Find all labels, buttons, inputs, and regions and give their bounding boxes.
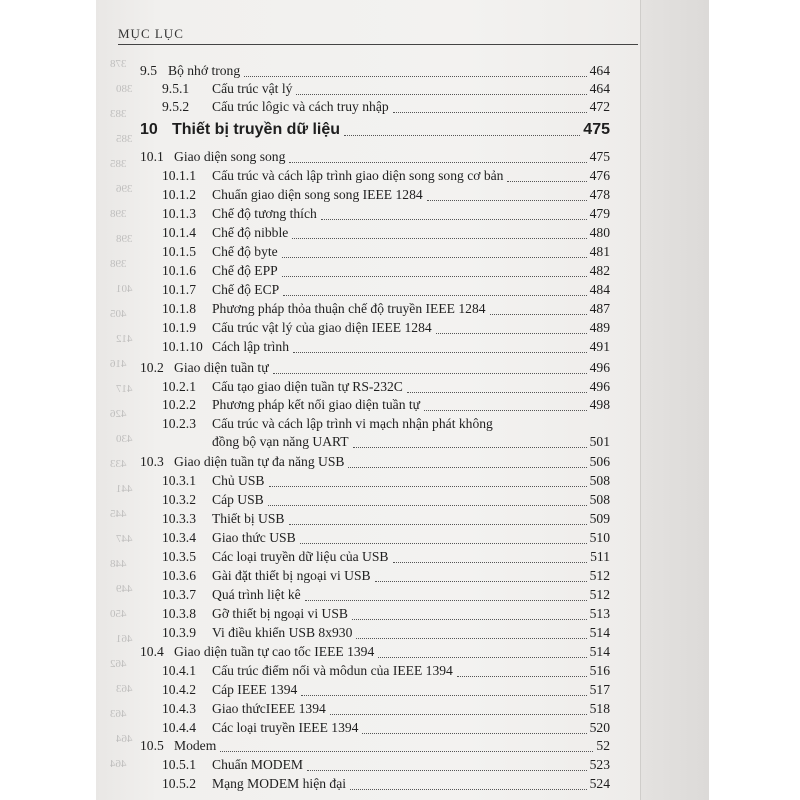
toc-entry [0,662,800,680]
toc-entry [0,148,800,166]
toc-entry-title: Giao diện tuần tự [174,360,269,375]
bleed-through-number: 464 [110,758,127,770]
toc-entry-title: Thiết bị USB [212,511,285,526]
toc-entry-page-number: 506 [589,454,610,469]
toc-entry [0,605,800,623]
bleed-through-number: 462 [110,658,127,670]
toc-entry-title: Modem [174,738,217,753]
bleed-through-number: 398 [110,208,127,220]
toc-entry [0,453,800,471]
toc-entry-number: 10.1.10 [162,339,203,354]
toc-entry-number: 10.1.1 [162,168,196,183]
toc-entry-title: Bộ nhớ trong [168,63,241,78]
toc-entry-number: 10.1.5 [162,244,196,259]
toc-leader-dots [282,257,587,258]
toc-entry [0,415,800,433]
header-rule [118,44,638,45]
toc-entry-title: Cấu trúc và cách lập trình giao diện song song cơ bản [212,168,504,183]
toc-leader-dots [301,695,586,696]
toc-entry-title: Phương pháp kết nối giao diện tuần tự [212,397,421,412]
toc-entry [0,624,800,642]
toc-entry [0,737,800,755]
toc-leader-dots [292,238,586,239]
toc-entry-number: 10.2.3 [162,416,196,431]
toc-entry-title: Chế độ EPP [212,263,278,278]
toc-entry-page-number: 496 [589,379,610,394]
toc-entry-page-number: 484 [589,282,610,297]
bleed-through-number: 396 [116,183,133,195]
toc-entry [0,510,800,528]
toc-leader-dots [457,676,587,677]
toc-entry-page-number: 481 [589,244,610,259]
toc-entry [0,681,800,699]
toc-entry-title: Giao diện tuần tự đa năng USB [174,454,345,469]
toc-entry [0,300,800,318]
toc-entry-number: 10.4.4 [162,720,196,735]
toc-entry-page-number: 520 [589,720,610,735]
toc-entry-page-number: 52 [596,738,610,753]
toc-entry-number: 10.3.7 [162,587,196,602]
toc-entry [0,433,800,451]
toc-entry [0,281,800,299]
toc-entry-number: 10.4.1 [162,663,196,678]
toc-entry-page-number: 498 [589,397,610,412]
toc-entry-number: 10.4.3 [162,701,196,716]
bleed-through-number: 426 [110,408,127,420]
toc-entry-page-number: 480 [589,225,610,240]
toc-entry-number: 10.5.2 [162,776,196,791]
toc-entry [0,472,800,490]
toc-leader-dots [269,486,587,487]
toc-leader-dots [424,410,587,411]
toc-entry [0,548,800,566]
toc-entry-page-number: 487 [589,301,610,316]
toc-entry-number: 10.2 [140,360,164,375]
bleed-through-number: 385 [116,133,133,145]
toc-entry-number: 10.3.1 [162,473,196,488]
bleed-through-number: 383 [110,108,127,120]
toc-entry-title: Giao diện tuần tự cao tốc IEEE 1394 [174,644,375,659]
toc-entry-title: Thiết bị truyền dữ liệu [172,121,341,138]
toc-leader-dots [344,135,580,136]
toc-entry-title: Chuẩn giao diện song song IEEE 1284 [212,187,423,202]
bleed-through-number: 441 [116,483,133,495]
toc-leader-dots [348,467,586,468]
toc-entry-page-number: 476 [589,168,610,183]
toc-leader-dots [244,76,586,77]
toc-entry-title: Các loại truyền dữ liệu của USB [212,549,389,564]
toc-entry [0,338,800,356]
toc-entry-page-number: 464 [589,63,610,78]
bleed-through-number: 445 [110,508,127,520]
toc-entry-page-number: 472 [589,99,610,114]
toc-leader-dots [362,733,586,734]
bleed-through-number: 412 [116,333,133,345]
toc-entry [0,775,800,793]
toc-entry [0,396,800,414]
bleed-through-number: 447 [116,533,133,545]
toc-chapter-entry [0,121,800,139]
toc-entry-number: 10.1.2 [162,187,196,202]
toc-entry-number: 10.1.8 [162,301,196,316]
toc-entry [0,98,800,116]
toc-leader-dots [375,581,587,582]
toc-entry-title: Quá trình liệt kê [212,587,301,602]
toc-entry-number: 10.1.9 [162,320,196,335]
toc-entry-title: Chế độ byte [212,244,278,259]
toc-entry-number: 10.5.1 [162,757,196,772]
toc-entry-page-number: 512 [589,568,610,583]
toc-entry-title: Gỡ thiết bị ngoại vi USB [212,606,348,621]
toc-entry [0,719,800,737]
toc-entry-title: Cách lập trình [212,339,290,354]
toc-leader-dots [268,505,587,506]
bleed-through-number: 401 [116,283,133,295]
toc-entry-page-number: 517 [589,682,610,697]
toc-entry [0,643,800,661]
toc-entry [0,700,800,718]
toc-leader-dots [296,94,586,95]
toc-entry [0,378,800,396]
toc-leader-dots [436,333,587,334]
toc-entry-number: 10.3.2 [162,492,196,507]
toc-entry-title: Cấu trúc và cách lập trình vi mạch nhận phát không [212,416,493,431]
toc-entry-page-number: 508 [589,473,610,488]
toc-entry-page-number: 523 [589,757,610,772]
toc-leader-dots [507,181,586,182]
toc-leader-dots [289,162,586,163]
bleed-through-number: 463 [116,683,133,695]
toc-entry-number: 10.3 [140,454,164,469]
toc-entry-page-number: 510 [589,530,610,545]
bleed-through-number: 450 [110,608,127,620]
toc-entry-title: Cáp IEEE 1394 [212,682,298,697]
toc-entry [0,224,800,242]
toc-entry-page-number: 489 [589,320,610,335]
bleed-through-number: 464 [116,733,133,745]
toc-entry-title: Giao thức USB [212,530,296,545]
toc-entry [0,319,800,337]
toc-entry-number: 10.4.2 [162,682,196,697]
toc-entry-page-number: 496 [589,360,610,375]
toc-leader-dots [352,619,587,620]
toc-entry-number: 10.1.6 [162,263,196,278]
toc-leader-dots [305,600,587,601]
toc-entry-page-number: 508 [589,492,610,507]
bleed-through-number: 378 [110,58,127,70]
toc-entry-number: 10.5 [140,738,164,753]
toc-entry-title: Các loại truyền IEEE 1394 [212,720,359,735]
toc-entry-page-number: 514 [589,644,610,659]
toc-entry-title: Cấu trúc vật lý [212,81,293,96]
toc-entry-page-number: 482 [589,263,610,278]
bleed-through-number: 385 [110,158,127,170]
bleed-through-number: 398 [116,233,133,245]
bleed-through-number: 430 [116,433,133,445]
page-header-title: MỤC LỤC [118,26,184,41]
toc-entry-number: 9.5.2 [162,99,190,114]
toc-leader-dots [393,562,588,563]
bleed-through-number: 448 [110,558,127,570]
toc-entry-title: Cấu trúc vật lý của giao diện IEEE 1284 [212,320,432,335]
toc-leader-dots [378,657,586,658]
toc-entry-number: 10.2.1 [162,379,196,394]
toc-entry-number: 10.1.4 [162,225,196,240]
toc-entry-number: 9.5 [140,63,157,78]
toc-entry-number: 10.3.5 [162,549,196,564]
toc-entry-title: Phương pháp thỏa thuận chế độ truyền IEEE 1284 [212,301,486,316]
toc-leader-dots [282,276,587,277]
toc-leader-dots [353,447,587,448]
toc-leader-dots [220,751,593,752]
toc-entry-title: Chế độ nibble [212,225,289,240]
toc-entry-number: 9.5.1 [162,81,190,96]
toc-entry [0,167,800,185]
toc-entry-title: Cấu trúc lôgic và cách truy nhập [212,99,389,114]
toc-entry-number: 10.3.3 [162,511,196,526]
toc-entry-page-number: 516 [589,663,610,678]
toc-entry-number: 10.1.7 [162,282,196,297]
toc-entry-number: 10 [140,121,158,138]
toc-leader-dots [330,714,587,715]
toc-entry-page-number: 512 [589,587,610,602]
toc-entry [0,756,800,774]
toc-entry [0,205,800,223]
toc-entry-page-number: 475 [583,121,610,138]
toc-leader-dots [321,219,587,220]
toc-entry-number: 10.1 [140,149,164,164]
bleed-through-number: 416 [110,358,127,370]
bleed-through-number: 461 [116,633,133,645]
bleed-through-number: 380 [116,83,133,95]
toc-entry-page-number: 475 [589,149,610,164]
toc-leader-dots [427,200,587,201]
bleed-through-number: 433 [110,458,127,470]
toc-leader-dots [273,373,587,374]
toc-entry-title: Chủ USB [212,473,265,488]
toc-entry-title: Cấu trúc điểm nối và môdun của IEEE 1394 [212,663,453,678]
toc-entry-title: Cấu tạo giao diện tuần tự RS-232C [212,379,403,394]
toc-entry-title: Mạng MODEM hiện đại [212,776,347,791]
toc-entry-title: Gài đặt thiết bị ngoại vi USB [212,568,371,583]
toc-entry-number: 10.3.9 [162,625,196,640]
toc-leader-dots [490,314,587,315]
toc-entry-title: Vi điều khiển USB 8x930 [212,625,353,640]
toc-leader-dots [293,352,587,353]
toc-entry-title: Chuẩn MODEM [212,757,304,772]
bleed-through-number: 398 [110,258,127,270]
toc-entry-page-number: 518 [589,701,610,716]
toc-entry-page-number: 509 [589,511,610,526]
toc-entry-title: Giao diện song song [174,149,286,164]
toc-leader-dots [356,638,586,639]
toc-entry [0,186,800,204]
toc-entry-page-number: 514 [589,625,610,640]
toc-entry-title: Cáp USB [212,492,264,507]
toc-leader-dots [350,789,587,790]
toc-entry [0,359,800,377]
toc-entry [0,567,800,585]
toc-entry [0,62,800,80]
bleed-through-number: 405 [110,308,127,320]
toc-entry-title: đồng bộ vạn năng UART [212,434,349,449]
toc-entry-number: 10.1.3 [162,206,196,221]
toc-entry-title: Chế độ ECP [212,282,280,297]
bleed-through-number: 449 [116,583,133,595]
bleed-through-number: 417 [116,383,133,395]
toc-entry-page-number: 501 [589,434,610,449]
toc-entry [0,243,800,261]
toc-entry-number: 10.3.8 [162,606,196,621]
toc-leader-dots [300,543,587,544]
toc-entry [0,529,800,547]
toc-leader-dots [407,392,587,393]
toc-entry [0,491,800,509]
toc-entry-page-number: 479 [589,206,610,221]
toc-leader-dots [283,295,586,296]
toc-leader-dots [307,770,587,771]
toc-entry-title: Giao thứcIEEE 1394 [212,701,326,716]
toc-entry-page-number: 478 [589,187,610,202]
toc-entry-page-number: 513 [589,606,610,621]
toc-entry-number: 10.2.2 [162,397,196,412]
toc-entry-page-number: 524 [589,776,610,791]
toc-entry-page-number: 511 [590,549,610,564]
toc-entry [0,80,800,98]
toc-entry [0,586,800,604]
toc-entry-title: Chế độ tương thích [212,206,317,221]
toc-entry [0,262,800,280]
toc-entry-page-number: 491 [589,339,610,354]
toc-entry-number: 10.4 [140,644,164,659]
toc-leader-dots [393,112,587,113]
toc-leader-dots [289,524,587,525]
toc-entry-number: 10.3.4 [162,530,196,545]
toc-entry-page-number: 464 [589,81,610,96]
toc-entry-number: 10.3.6 [162,568,196,583]
bleed-through-number: 463 [110,708,127,720]
